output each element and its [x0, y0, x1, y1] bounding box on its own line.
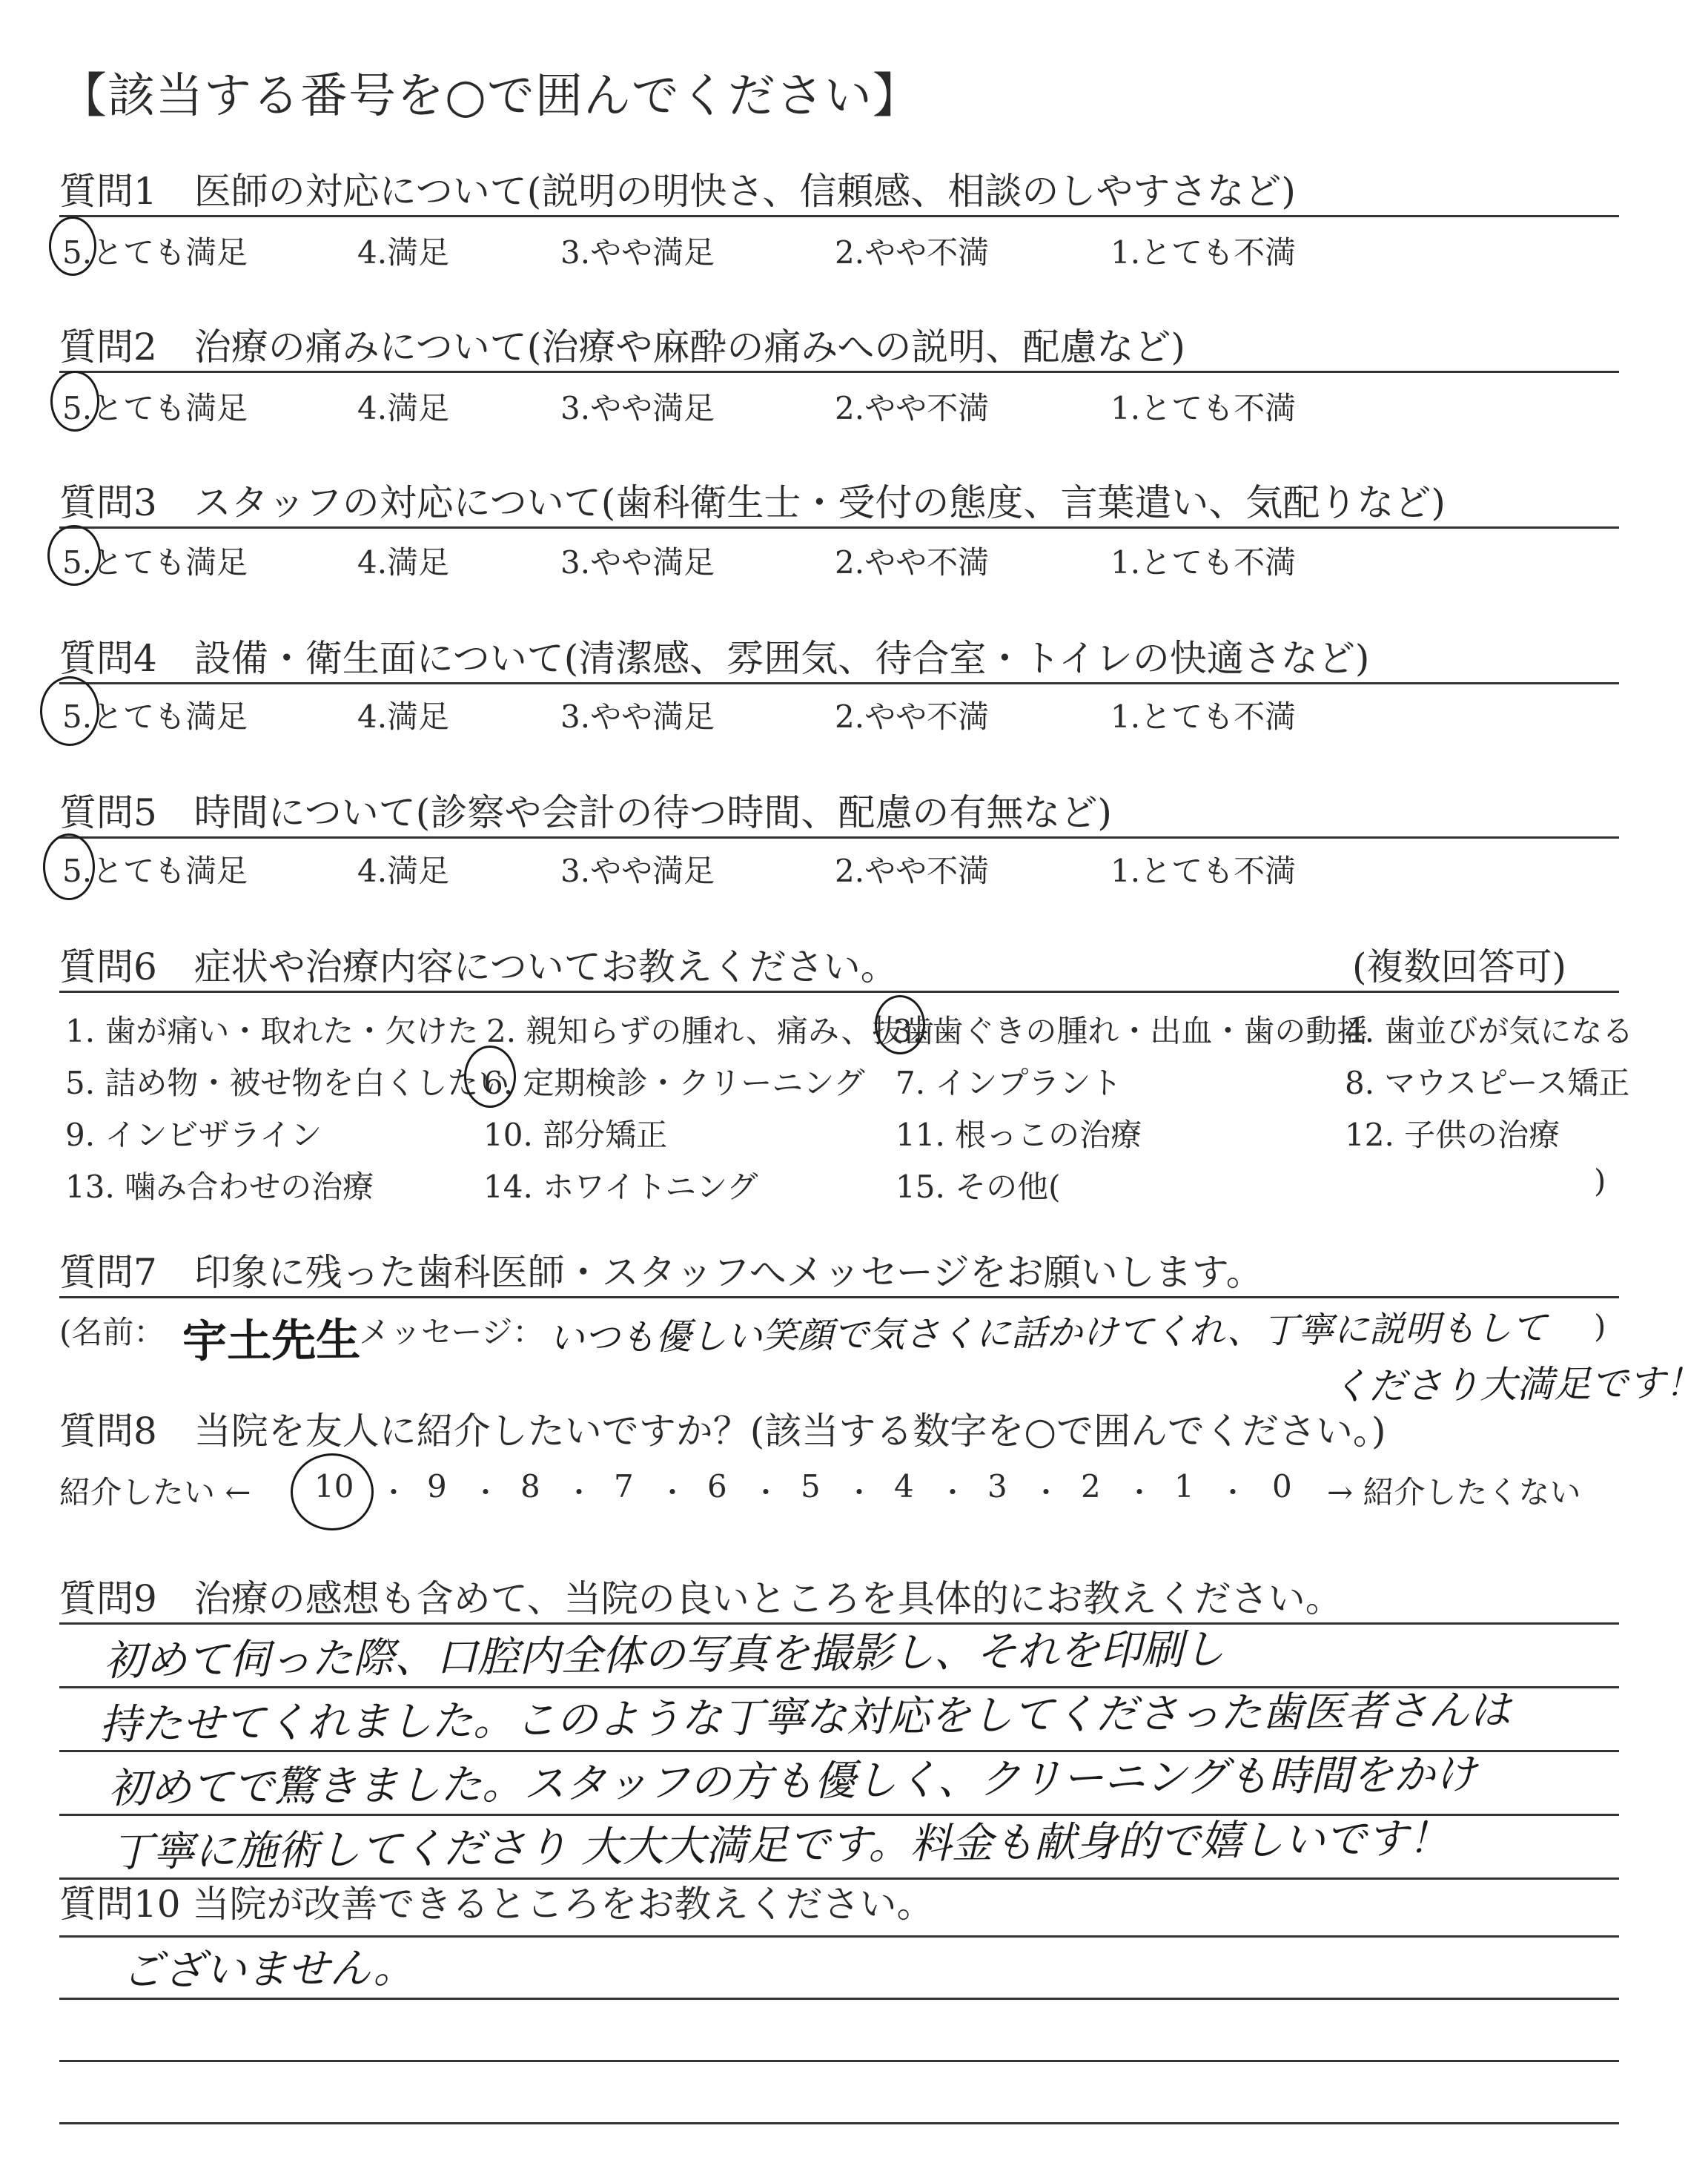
scale-9[interactable]: 9: [427, 1468, 447, 1505]
option-2[interactable]: 2.やや不満: [835, 698, 990, 735]
ruled-line: [59, 2060, 1619, 2062]
option-3[interactable]: 3.やや満足: [560, 544, 715, 581]
divider: [59, 526, 1619, 529]
option-3[interactable]: 3.やや満足: [560, 853, 715, 889]
divider: [59, 836, 1619, 839]
option-2[interactable]: 2.やや不満: [835, 390, 990, 426]
divider: [59, 215, 1619, 217]
ruled-line: [59, 1998, 1619, 2000]
option-4[interactable]: 4.満足: [357, 390, 450, 426]
scale-4[interactable]: 4: [894, 1468, 914, 1505]
answer-line[interactable]: 初めてで驚きました。スタッフの方も優しく、クリーニングも時間をかけ: [107, 1750, 1477, 1813]
selection-circle: [43, 833, 95, 900]
q6-option-8[interactable]: 8. マウスピース矯正: [1345, 1065, 1630, 1101]
option-3[interactable]: 3.やや満足: [560, 698, 715, 735]
scale-separator: ・: [752, 1476, 781, 1509]
question-heading: 質問1 医師の対応について(説明の明快さ、信頼感、相談のしやすさなど): [59, 170, 1296, 213]
name-value[interactable]: 宇土先生: [182, 1314, 361, 1368]
scale-8[interactable]: 8: [520, 1468, 540, 1505]
selection-circle: [47, 525, 101, 586]
scale-separator: ・: [1219, 1476, 1248, 1509]
ruled-line: [59, 2122, 1619, 2124]
message-line-2[interactable]: くださり大満足です！: [1331, 1361, 1703, 1408]
answer-line[interactable]: 初めて伺った際、口腔内全体の写真を撮影し、それを印刷し: [103, 1625, 1225, 1685]
selection-circle: [291, 1453, 374, 1530]
scale-2[interactable]: 2: [1081, 1468, 1101, 1505]
q6-option-5[interactable]: 5. 詰め物・被せ物を白くしたい: [65, 1065, 510, 1101]
question-heading: 質問10 当院が改善できるところをお教えください。: [59, 1883, 934, 1926]
q6-option-3[interactable]: 3. 歯ぐきの腫れ・出血・歯の動揺: [893, 1013, 1368, 1049]
option-1[interactable]: 1.とても不満: [1110, 698, 1297, 735]
message-line-1[interactable]: いつも優しい笑顔で気さくに話かけてくれ、丁寧に説明もして: [548, 1307, 1548, 1359]
selection-circle: [40, 676, 99, 746]
question-heading: 質問3 スタッフの対応について(歯科衛生士・受付の態度、言葉遣い、気配りなど): [59, 481, 1446, 524]
recommend-right-label: → 紹介したくない: [1327, 1474, 1581, 1510]
name-label: (名前：: [59, 1314, 165, 1350]
option-2[interactable]: 2.やや不満: [835, 234, 990, 271]
option-1[interactable]: 1.とても不満: [1110, 390, 1297, 426]
question-heading: 質問8 当院を友人に紹介したいですか？(該当する数字を○で囲んでください。): [59, 1410, 1386, 1453]
q6-option-10[interactable]: 10. 部分矯正: [483, 1117, 668, 1153]
scale-separator: ・: [658, 1476, 687, 1509]
selection-circle: [875, 995, 925, 1054]
selection-circle: [50, 371, 99, 432]
option-1[interactable]: 1.とても不満: [1110, 234, 1297, 271]
option-1[interactable]: 1.とても不満: [1110, 544, 1297, 581]
q6-option-12[interactable]: 12. 子供の治療: [1345, 1117, 1560, 1153]
q6-option-15-close: ): [1594, 1163, 1606, 1199]
option-2[interactable]: 2.やや不満: [835, 853, 990, 889]
selection-circle: [464, 1046, 516, 1108]
option-4[interactable]: 4.満足: [357, 853, 450, 889]
option-5[interactable]: 5.とても満足: [62, 390, 248, 426]
q6-option-1[interactable]: 1. 歯が痛い・取れた・欠けた: [65, 1013, 479, 1049]
option-3[interactable]: 3.やや満足: [560, 234, 715, 271]
scale-separator: ・: [1125, 1476, 1154, 1509]
question-heading: 質問4 設備・衛生面について(清潔感、雰囲気、待合室・トイレの快適さなど): [59, 637, 1370, 680]
scale-7[interactable]: 7: [614, 1468, 634, 1505]
divider: [59, 682, 1619, 684]
question-heading: 質問6 症状や治療内容についてお教えください。: [59, 945, 898, 988]
question-heading: 質問2 治療の痛みについて(治療や麻酔の痛みへの説明、配慮など): [59, 326, 1185, 369]
scale-10[interactable]: 10: [314, 1468, 354, 1505]
scale-separator: ・: [845, 1476, 874, 1509]
scale-separator: ・: [471, 1476, 500, 1509]
message-label: メッセージ：: [359, 1314, 544, 1350]
q6-option-14[interactable]: 14. ホワイトニング: [483, 1169, 758, 1205]
answer-line[interactable]: 持たせてくれました。このような丁寧な対応をしてくださった歯医者さんは: [99, 1686, 1512, 1749]
multiple-answers-note: (複数回答可): [1352, 945, 1567, 988]
option-5[interactable]: 5.とても満足: [62, 698, 248, 735]
option-1[interactable]: 1.とても不満: [1110, 853, 1297, 889]
divider: [59, 371, 1619, 373]
scale-separator: ・: [1032, 1476, 1061, 1509]
answer-line[interactable]: ございません。: [121, 1943, 415, 1995]
scale-separator: ・: [380, 1476, 408, 1509]
q6-option-4[interactable]: 4. 歯並びが気になる: [1345, 1013, 1634, 1049]
scale-3[interactable]: 3: [987, 1468, 1007, 1505]
divider: [59, 991, 1619, 993]
q6-option-15[interactable]: 15. その他(: [896, 1169, 1061, 1205]
option-3[interactable]: 3.やや満足: [560, 390, 715, 426]
option-5[interactable]: 5.とても満足: [62, 544, 248, 581]
message-close-paren: ): [1594, 1308, 1606, 1344]
question-heading: 質問5 時間について(診察や会計の待つ時間、配慮の有無など): [59, 791, 1112, 834]
scale-separator: ・: [939, 1476, 967, 1509]
answer-line[interactable]: 丁寧に施術してくださり 大大大満足です。料金も献身的で嬉しいです！: [110, 1814, 1450, 1877]
divider: [59, 1296, 1619, 1298]
page-title: 【該当する番号を○で囲んでください】: [59, 69, 921, 124]
selection-circle: [49, 217, 96, 276]
q6-option-2[interactable]: 2. 親知らずの腫れ、痛み、抜歯: [486, 1013, 935, 1049]
option-4[interactable]: 4.満足: [357, 234, 450, 271]
q6-option-9[interactable]: 9. インビザライン: [65, 1117, 322, 1153]
recommend-left-label: 紹介したい ←: [59, 1474, 251, 1510]
option-5[interactable]: 5.とても満足: [62, 234, 248, 271]
q6-option-11[interactable]: 11. 根っこの治療: [896, 1117, 1142, 1153]
scale-1[interactable]: 1: [1174, 1468, 1194, 1505]
scale-5[interactable]: 5: [801, 1468, 821, 1505]
option-4[interactable]: 4.満足: [357, 544, 450, 581]
question-heading: 質問9 治療の感想も含めて、当院の良いところを具体的にお教えください。: [59, 1577, 1343, 1620]
q6-option-13[interactable]: 13. 噛み合わせの治療: [65, 1169, 374, 1205]
q6-option-6[interactable]: 6. 定期検診・クリーニング: [483, 1065, 865, 1101]
option-2[interactable]: 2.やや不満: [835, 544, 990, 581]
scale-0[interactable]: 0: [1272, 1468, 1292, 1505]
scale-separator: ・: [565, 1476, 594, 1509]
option-5[interactable]: 5.とても満足: [62, 853, 248, 889]
scale-6[interactable]: 6: [707, 1468, 727, 1505]
question-heading: 質問7 印象に残った歯科医師・スタッフへメッセージをお願いします。: [59, 1251, 1263, 1294]
option-4[interactable]: 4.満足: [357, 698, 450, 735]
q6-option-7[interactable]: 7. インプラント: [896, 1065, 1122, 1101]
